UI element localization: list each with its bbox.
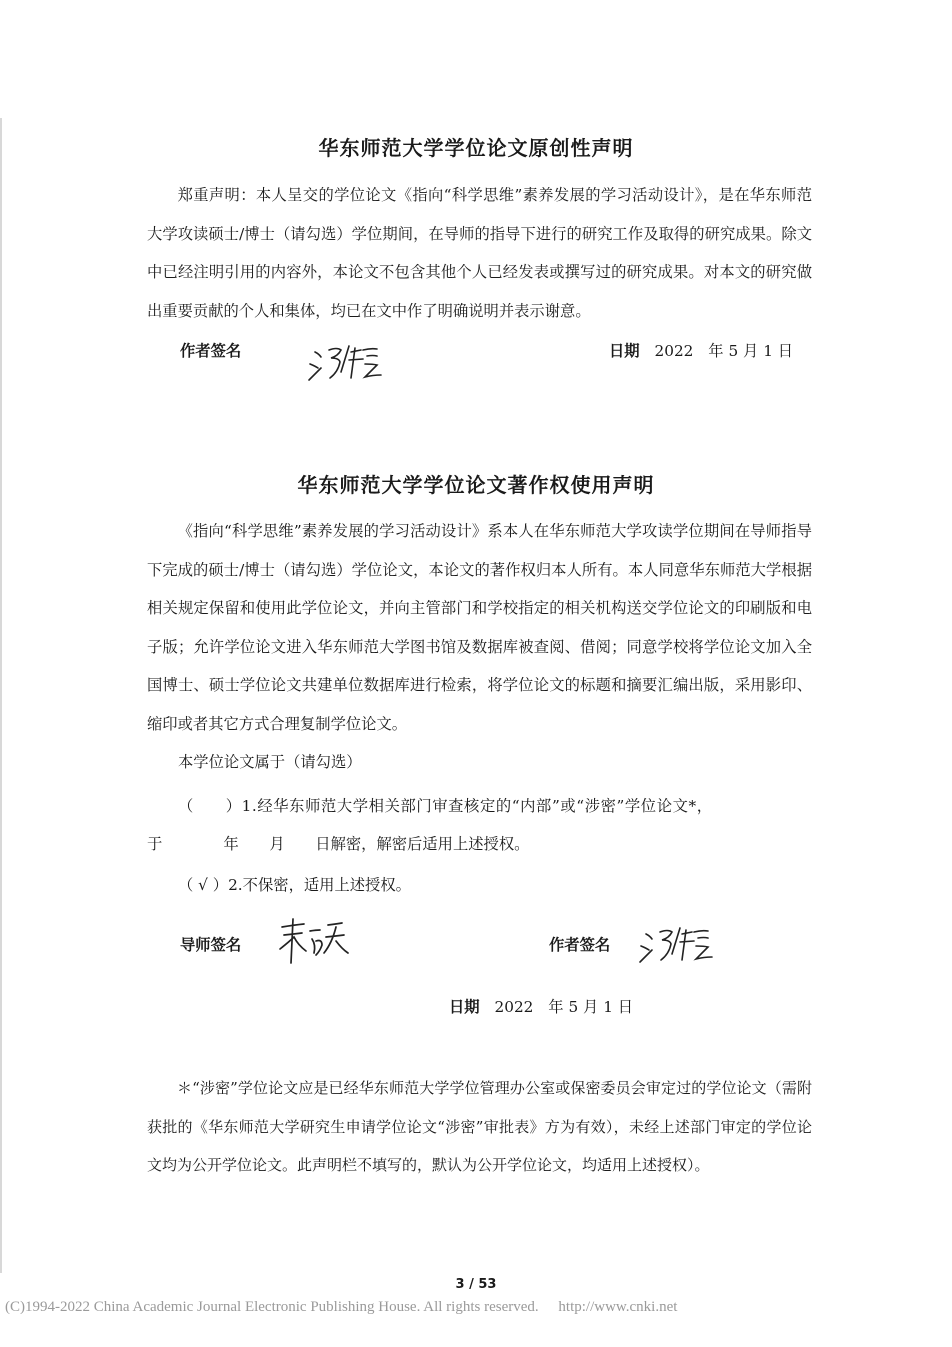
option-confidential-continued: 于 年 月 日解密，解密后适用上述授权。	[147, 835, 530, 853]
belongs-line: 本学位论文属于（请勾选）	[178, 753, 362, 771]
date-month-day-2: 年 5 月 1 日	[548, 998, 634, 1016]
originality-body: 郑重声明：本人呈交的学位论文《指向“科学思维”素养发展的学习活动设计》，是在华东师范大学攻读硕士/博士（请勾选）学位期间，在导师的指导下进行的研究工作及取得的研究成果。除文中已经注明引用的内容外，本论文不包含其他个人已经发表或撰写过的研究成果。对本文的研究做出重要贡献的个人和集体，均已在文中作了明确说明并表示谢意。	[147, 186, 812, 320]
author-signature-image	[305, 338, 390, 386]
option-confidential-checkbox[interactable]: （ ）	[178, 797, 242, 815]
author-signature-label-2: 作者签名	[549, 936, 611, 954]
date-label-2: 日期	[449, 998, 480, 1016]
page-edge-line	[0, 118, 2, 1273]
copyright-body: 《指向“科学思维”素养发展的学习活动设计》系本人在华东师范大学攻读学位期间在导师指导下完成的硕士/博士（请勾选）学位论文，本论文的著作权归本人所有。本人同意华东师范大学根据相关规定保留和使用此学位论文，并向主管部门和学校指定的相关机构送交学位论文的印刷版和电子版；允许学位论文进入华东师范大学图书馆及数据库被查阅、借阅；同意学校将学位论文加入全国博士、硕士学位论文共建单位数据库进行检索，将学位论文的标题和摘要汇编出版，采用影印、缩印或者其它方式合理复制学位论文。	[147, 522, 812, 733]
author-signature-image-2	[636, 920, 721, 968]
originality-date	[609, 339, 803, 361]
confidential-footnote: ＊“涉密”学位论文应是已经华东师范大学学位管理办公室或保密委员会审定过的学位论文（需附获批的《华东师范大学研究生申请学位论文“涉密”审批表》方为有效），未经上述部门审定的学位论文均为公开学位论文。此声明栏不填写的，默认为公开学位论文，均适用上述授权）。	[147, 1079, 812, 1174]
date-month-day: 年 5 月 1 日	[708, 342, 794, 360]
cnki-footer	[5, 1299, 693, 1316]
advisor-signature-image	[276, 915, 354, 967]
option-public-checkbox[interactable]: （ √ ）	[178, 876, 229, 894]
date-year-2: 2022	[494, 998, 534, 1016]
copyright-notice: (C)1994-2022 China Academic Journal Electronic Publishing House. All rights reserved.	[5, 1299, 539, 1315]
option-public	[178, 873, 411, 895]
author-signature-label: 作者签名	[180, 342, 242, 360]
copyright-title: 华东师范大学学位论文著作权使用声明	[297, 473, 655, 497]
copyright-date	[449, 995, 643, 1017]
option-confidential	[178, 794, 713, 816]
option-confidential-text: 1.经华东师范大学相关部门审查核定的“内部”或“涉密”学位论文*，	[241, 797, 713, 815]
originality-title: 华东师范大学学位论文原创性声明	[318, 136, 634, 160]
date-year: 2022	[654, 342, 694, 360]
date-label: 日期	[609, 342, 640, 360]
page-number: 3 / 53	[455, 1277, 497, 1292]
advisor-signature-label: 导师签名	[180, 936, 242, 954]
option-public-text: 2.不保密，适用上述授权。	[228, 876, 411, 894]
cnki-url[interactable]: http://www.cnki.net	[558, 1299, 678, 1315]
